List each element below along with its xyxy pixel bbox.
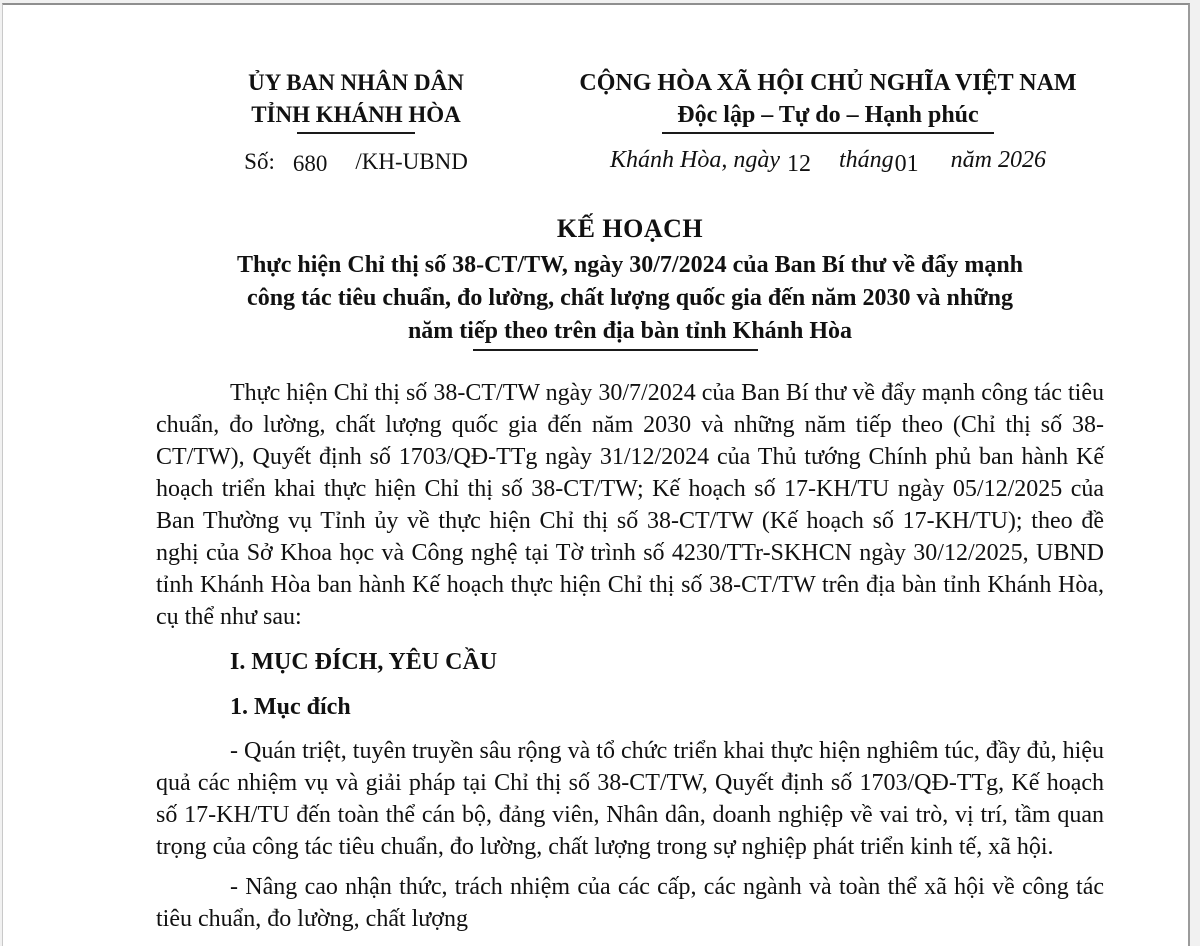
- subtitle-line-2: công tác tiêu chuẩn, đo lường, chất lượng quốc gia đến năm 2030 và những: [247, 285, 1013, 311]
- document-number-suffix: /KH-UBND: [355, 149, 468, 174]
- motto-separator-rule: [662, 132, 994, 134]
- national-motto: Độc lập – Tự do – Hạnh phúc: [677, 102, 979, 128]
- place-date-prefix: Khánh Hòa, ngày: [609, 147, 780, 173]
- document-subtitle: [156, 249, 1104, 348]
- document-body: [156, 377, 1104, 935]
- date-month-value: 01: [894, 151, 919, 177]
- date-year-text: năm 2026: [950, 147, 1046, 173]
- date-month-label: tháng: [838, 147, 894, 173]
- document-number-label: Số:: [244, 149, 275, 174]
- org-name-line1: ỦY BAN NHÂN DÂN: [248, 70, 464, 95]
- place-date-line: [556, 145, 1100, 175]
- document-page: [2, 3, 1190, 946]
- date-day-value: 12: [786, 151, 811, 177]
- opening-paragraph: Thực hiện Chỉ thị số 38-CT/TW ngày 30/7/2024 của Ban Bí thư về đẩy mạnh công tác tiêu chuẩn, đo lường, chất lượng quốc gia đến năm 2030 và những năm tiếp theo (Chỉ thị số 38-CT/TW), Quyết định số 1703/QĐ-TTg ngày 31/12/2024 của Thủ tướng Chính phủ ban hành Kế hoạch triển khai thực hiện Chỉ thị số 38-CT/TW; Kế hoạch số 17-KH/TU ngày 05/12/2025 của Ban Thường vụ Tỉnh ủy về thực hiện Chỉ thị số 38-CT/TW (Kế hoạch số 17-KH/TU); theo đề nghị của Sở Khoa học và Công nghệ tại Tờ trình số 4230/TTr-SKHCN ngày 30/12/2025, UBND tỉnh Khánh Hòa ban hành Kế hoạch thực hiện Chỉ thị số 38-CT/TW trên địa bàn tỉnh Khánh Hòa, cụ thể như sau:: [156, 380, 1104, 630]
- document-header: [156, 67, 1104, 177]
- truncated-bottom-line: - Nâng cao nhận thức, trách nhiệm của các cấp, các ngành và toàn thể xã hội về công tác tiêu chuẩn, đo lường, chất lượng: [156, 874, 1104, 932]
- subtitle-line-3: năm tiếp theo trên địa bàn tỉnh Khánh Hòa: [407, 318, 853, 344]
- purpose-paragraph: - Quán triệt, tuyên truyền sâu rộng và tổ chức triển khai thực hiện nghiêm túc, đầy đủ, hiệu quả các nhiệm vụ và giải pháp tại Chỉ thị số 38-CT/TW, Quyết định số 1703/QĐ-TTg, Kế hoạch số 17-KH/TU đến toàn thể cán bộ, đảng viên, Nhân dân, doanh nghiệp về vai trò, vị trí, tầm quan trọng của công tác tiêu chuẩn, đo lường, chất lượng trong sự nghiệp phát triển kinh tế, xã hội.: [156, 738, 1104, 860]
- document-number-line: [156, 147, 556, 177]
- org-separator-rule: [297, 132, 415, 134]
- document-type-title: KẾ HOẠCH: [556, 214, 704, 243]
- title-separator-rule: [473, 349, 758, 351]
- subsection-heading-1: 1. Mục đích: [230, 694, 351, 720]
- national-title: CỘNG HÒA XÃ HỘI CHỦ NGHĨA VIỆT NAM: [579, 70, 1077, 96]
- national-header-block: [556, 67, 1100, 175]
- org-name-line2: TỈNH KHÁNH HÒA: [251, 102, 461, 127]
- section-heading-1: I. MỤC ĐÍCH, YÊU CẦU: [230, 649, 498, 675]
- issuing-org-block: [156, 67, 556, 177]
- document-number-value: 680: [292, 151, 328, 176]
- subtitle-line-1: Thực hiện Chỉ thị số 38-CT/TW, ngày 30/7/2024 của Ban Bí thư về đẩy mạnh: [236, 252, 1024, 278]
- document-title-block: [156, 212, 1104, 351]
